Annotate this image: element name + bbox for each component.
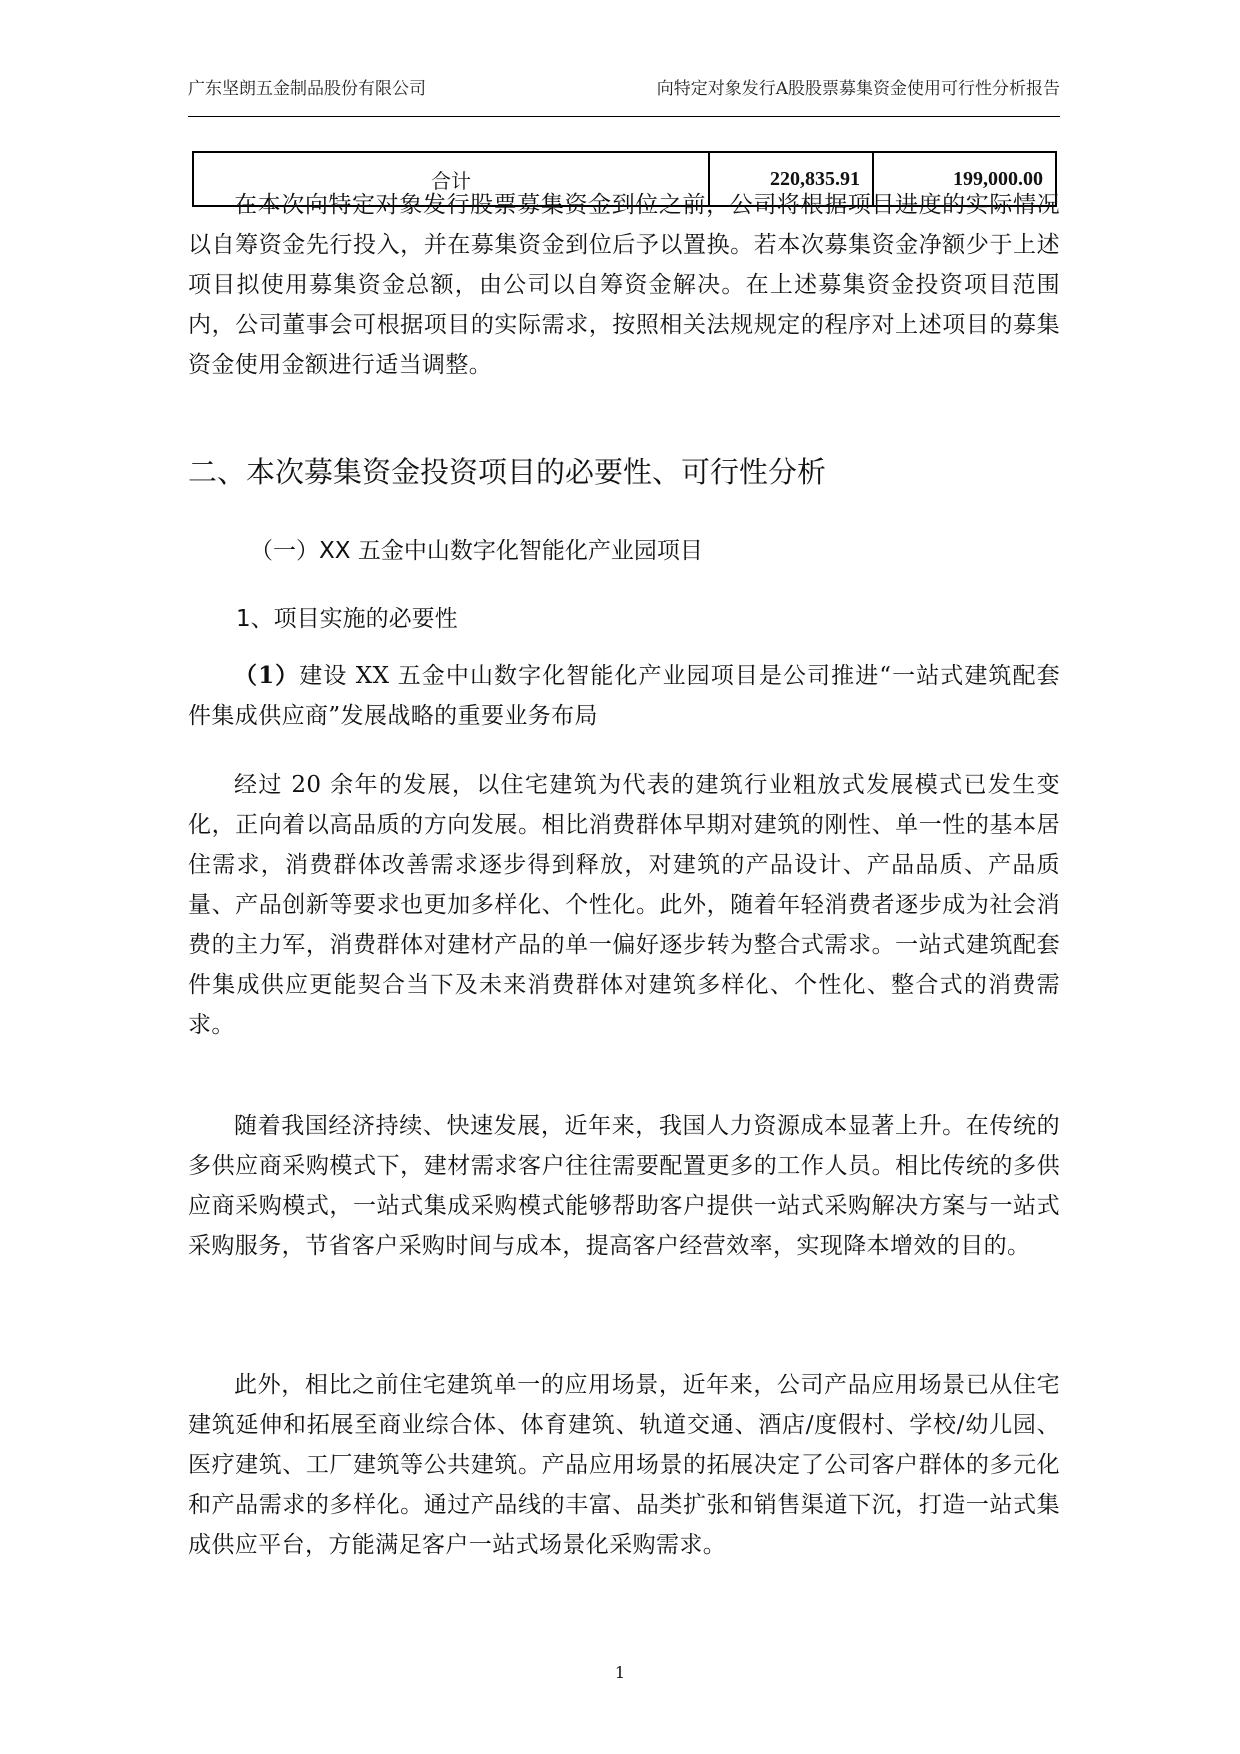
header-report-title: 向特定对象发行A股股票募集资金使用可行性分析报告	[656, 79, 1060, 99]
total-raised-cell: 199,000.00	[873, 152, 1056, 206]
paragraph-industry-development: 经过 20 余年的发展，以住宅建筑为代表的建筑行业粗放式发展模式已发生变化，正向着以高品质的方向发展。相比消费群体早期对建筑的刚性、单一性的基本居住需求，消费群体改善需求逐步得到释放，对建筑的产品设计、产品品质、产品质量、产品创新等要求也更加多样化、个性化。此外，随着年轻消费者逐步成为社会消费的主力军，消费群体对建材产品的单一偏好逐步转为整合式需求。一站式建筑配套件集成供应更能契合当下及未来消费群体对建筑多样化、个性化、整合式的消费需求。	[188, 772, 1060, 1038]
paragraph-labor-cost: 随着我国经济持续、快速发展，近年来，我国人力资源成本显著上升。在传统的多供应商采购模式下，建材需求客户往往需要配置更多的工作人员。相比传统的多供应商采购模式，一站式集成采购模式能够帮助客户提供一站式采购解决方案与一站式采购服务，节省客户采购时间与成本，提高客户经营效率，实现降本增效的目的。	[188, 1113, 1060, 1259]
paragraph-application-scenarios: 此外，相比之前住宅建筑单一的应用场景，近年来，公司产品应用场景已从住宅建筑延伸和拓展至商业综合体、体育建筑、轨道交通、酒店/度假村、学校/幼儿园、医疗建筑、工厂建筑等公共建筑。产品应用场景的拓展决定了公司客户群体的多元化和产品需求的多样化。通过产品线的丰富、品类扩张和销售渠道下沉，打造一站式集成供应平台，方能满足客户一站式场景化采购需求。	[188, 1372, 1060, 1558]
total-label-cell: 合计	[193, 152, 709, 206]
total-investment-cell: 220,835.91	[709, 152, 873, 206]
subsection-heading: （一）XX 五金中山数字化智能化产业园项目	[250, 538, 703, 564]
point-text: 建设 XX 五金中山数字化智能化产业园项目是公司推进“一站式建筑配套件集成供应商”发展战略的重要业务布局	[188, 663, 1060, 729]
item-heading: 1、项目实施的必要性	[236, 606, 458, 632]
page-header	[188, 60, 1060, 117]
paragraph-fund-replacement: 在本次向特定对象发行股票募集资金到位之前，公司将根据项目进度的实际情况以自筹资金先行投入，并在募集资金到位后予以置换。若本次募集资金净额少于上述项目拟使用募集资金总额，由公司以自筹资金解决。在上述募集资金投资项目范围内，公司董事会可根据项目的实际需求，按照相关法规规定的程序对上述项目的募集资金使用金额进行适当调整。	[188, 192, 1060, 378]
header-company-name: 广东坚朗五金制品股份有限公司	[188, 79, 426, 99]
section-heading: 二、本次募集资金投资项目的必要性、可行性分析	[188, 455, 827, 489]
page-number: 1	[614, 1663, 626, 1682]
point-number: （1）	[234, 662, 300, 689]
point-heading	[188, 656, 1060, 736]
